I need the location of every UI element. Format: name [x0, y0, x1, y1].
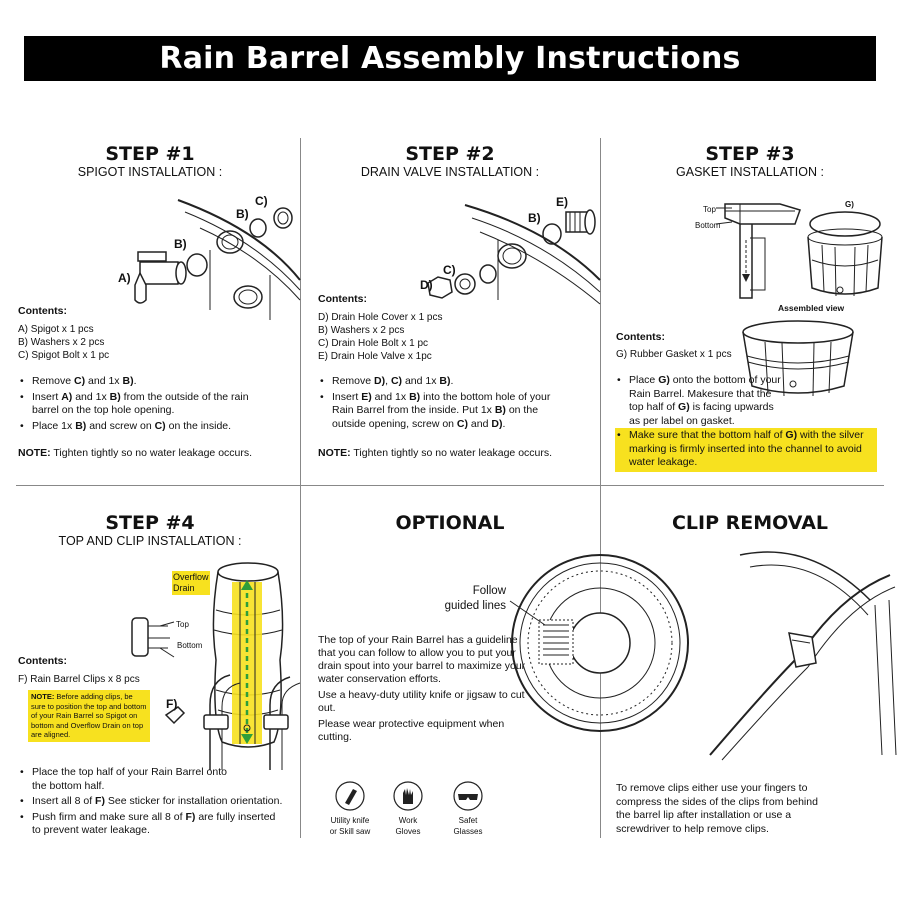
label-b: B) [528, 211, 541, 225]
contents-item: F) Rain Barrel Clips x 8 pcs [18, 674, 140, 685]
label-bottom: Bottom [695, 221, 721, 230]
label-b: B) [236, 207, 249, 221]
list-item: • Push firm and make sure all 8 of F) are fully inserted to prevent water leakage. [20, 811, 282, 838]
safety-glasses-icon [453, 781, 483, 811]
list-item: • Make sure that the bottom half of G) with the silver marking is firmly inserted into the channel to avoid water leakage. [617, 429, 875, 470]
label-top: Top [176, 620, 189, 629]
step1-instructions [20, 375, 270, 435]
clip-removal-title: CLIP REMOVAL [671, 512, 829, 534]
label-f: F) [166, 697, 178, 711]
list-item: • Place 1x B) and screw on C) on the inside. [20, 420, 270, 434]
contents-heading: Contents: [18, 655, 67, 667]
step1-panel [0, 0, 300, 485]
label-assembled-view: Assembled view [778, 303, 845, 313]
clip-removal-diagram [600, 545, 900, 760]
label-a: A) [118, 271, 131, 285]
contents-item: G) Rubber Gasket x 1 pcs [616, 349, 732, 360]
step2-note: NOTE: Tighten tightly so no water leakage occurs. [318, 447, 553, 459]
list-item: • Insert A) and 1x B) from the outside of the rain barrel on the top hole opening. [20, 391, 270, 418]
list-item: • Insert E) and 1x B) into the bottom hole of your Rain Barrel from the inside. Put 1x B) on the outside opening, screw on C) and D). [320, 391, 570, 432]
tool-safety-glasses [453, 781, 483, 816]
tool-work-gloves [393, 781, 423, 816]
label-d: D) [420, 278, 433, 292]
optional-title: OPTIONAL [395, 512, 505, 534]
step1-title: STEP #1 [105, 143, 195, 165]
tool-utility-knife [330, 781, 370, 816]
step4-title: STEP #4 [105, 512, 195, 534]
clip-removal-text: To remove clips either use your fingers to compress the sides of the clips from behind the barrel lip after installation or use a screwdriver to help remove clips. [616, 782, 818, 835]
contents-heading: Contents: [616, 331, 665, 343]
clip-removal-panel [600, 485, 900, 900]
contents-heading: Contents: [18, 305, 67, 317]
contents-item: E) Drain Hole Valve x 1pc [318, 351, 432, 362]
label-bottom: Bottom [177, 641, 203, 650]
contents-item: D) Drain Hole Cover x 1 pcs [318, 312, 443, 323]
label-c: C) [255, 194, 268, 208]
step3-title: STEP #3 [705, 143, 795, 165]
step3-subtitle: GASKET INSTALLATION : [676, 165, 824, 179]
spigot-diagram [0, 190, 300, 320]
contents-item: B) Washers x 2 pcs [318, 325, 405, 336]
step3-panel [600, 0, 900, 485]
list-item: • Insert all 8 of F) See sticker for installation orientation. [20, 795, 295, 809]
label-top: Top [703, 205, 716, 214]
label-e: E) [556, 195, 568, 209]
step2-subtitle: DRAIN VALVE INSTALLATION : [360, 165, 540, 179]
optional-panel [300, 485, 600, 900]
list-item: • Place G) onto the bottom of your Rain Barrel. Makesure that the top half of G) is facing upwards as per label on gasket. [617, 374, 785, 428]
step1-note: NOTE: Tighten tightly so no water leakage occurs. [18, 447, 253, 459]
step4-panel [0, 485, 300, 900]
utility-knife-icon [335, 781, 365, 811]
contents-item: C) Drain Hole Bolt x 1 pc [318, 338, 429, 349]
optional-text: The top of your Rain Barrel has a guideline that you can follow to allow you to put your drain spout into your barrel to maximize your water conservation efforts. Use a heavy-duty utility knife or jigsaw to cut out. Please wear protective equipment when cutting. [318, 634, 526, 743]
step1-subtitle: SPIGOT INSTALLATION : [77, 165, 223, 179]
step4-instructions [20, 766, 295, 840]
step2-panel [300, 0, 600, 485]
step2-title: STEP #2 [405, 143, 495, 165]
tool-label: Safet Glasses [453, 816, 483, 836]
list-item: • Remove D), C) and 1x B). [320, 375, 570, 389]
clip-diagram [160, 675, 300, 770]
label-c: C) [443, 263, 456, 277]
callout-text: Follow guided lines [444, 585, 506, 612]
step4-subtitle: TOP AND CLIP INSTALLATION : [58, 534, 242, 548]
tool-label: Work Gloves [395, 816, 421, 836]
label-overflow-drain: Overflow Drain [173, 572, 209, 593]
contents-heading: Contents: [318, 293, 367, 305]
label-b: B) [174, 237, 187, 251]
contents-item: A) Spigot x 1 pcs [18, 324, 94, 335]
page-title: Rain Barrel Assembly Instructions [24, 36, 876, 81]
tool-label: Utility knife or Skill saw [329, 816, 371, 836]
contents-item: C) Spigot Bolt x 1 pc [18, 350, 110, 361]
label-g: G) [845, 200, 854, 209]
list-item: • Remove C) and 1x B). [20, 375, 270, 389]
step4-note: NOTE: Before adding clips, be sure to position the top and bottom of your Rain Barrel so Spigot on bottom and Overflow Drain on top are aligned. [28, 690, 150, 742]
contents-item: B) Washers x 2 pcs [18, 337, 105, 348]
step3-instructions [617, 374, 889, 430]
step3-warning [615, 428, 877, 472]
list-item: • Place the top half of your Rain Barrel onto the bottom half. [20, 766, 230, 793]
work-gloves-icon [393, 781, 423, 811]
step2-instructions [320, 375, 570, 433]
